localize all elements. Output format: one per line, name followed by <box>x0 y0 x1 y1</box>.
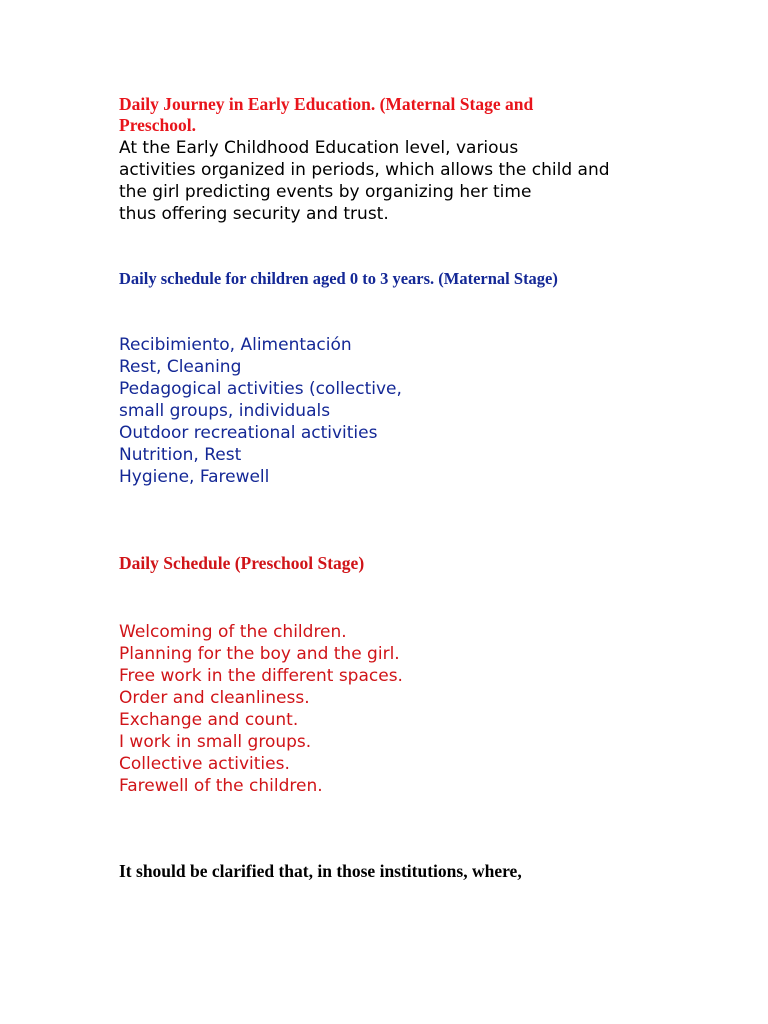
preschool-schedule-list <box>119 621 679 797</box>
maternal-schedule-title: Daily schedule for children aged 0 to 3 years. (Maternal Stage) <box>119 269 558 288</box>
intro-line: activities organized in periods, which allows the child and <box>119 160 610 180</box>
closing-paragraph: It should be clarified that, in those institutions, where, <box>119 861 522 881</box>
schedule-item: Exchange and count. <box>119 710 299 730</box>
heading-line: Preschool. <box>119 115 196 135</box>
schedule-item: Nutrition, Rest <box>119 445 242 465</box>
schedule-item: Planning for the boy and the girl. <box>119 644 400 664</box>
schedule-item: small groups, individuals <box>119 401 331 421</box>
schedule-item: Collective activities. <box>119 754 290 774</box>
schedule-item: I work in small groups. <box>119 732 312 752</box>
intro-line: thus offering security and trust. <box>119 204 389 224</box>
intro-line: At the Early Childhood Education level, various <box>119 138 519 158</box>
maternal-schedule-list <box>119 334 679 488</box>
document-heading <box>119 94 679 136</box>
schedule-item: Order and cleanliness. <box>119 688 310 708</box>
intro-line: the girl predicting events by organizing her time <box>119 182 532 202</box>
schedule-item: Free work in the different spaces. <box>119 666 403 686</box>
schedule-item: Pedagogical activities (collective, <box>119 379 402 399</box>
intro-paragraph <box>119 137 679 225</box>
schedule-item: Rest, Cleaning <box>119 357 242 377</box>
schedule-item: Welcoming of the children. <box>119 622 347 642</box>
schedule-item: Hygiene, Farewell <box>119 467 270 487</box>
schedule-item: Outdoor recreational activities <box>119 423 378 443</box>
schedule-item: Farewell of the children. <box>119 776 323 796</box>
heading-line: Daily Journey in Early Education. (Maternal Stage and <box>119 94 534 114</box>
preschool-schedule-title: Daily Schedule (Preschool Stage) <box>119 553 365 573</box>
schedule-item: Recibimiento, Alimentación <box>119 335 352 355</box>
